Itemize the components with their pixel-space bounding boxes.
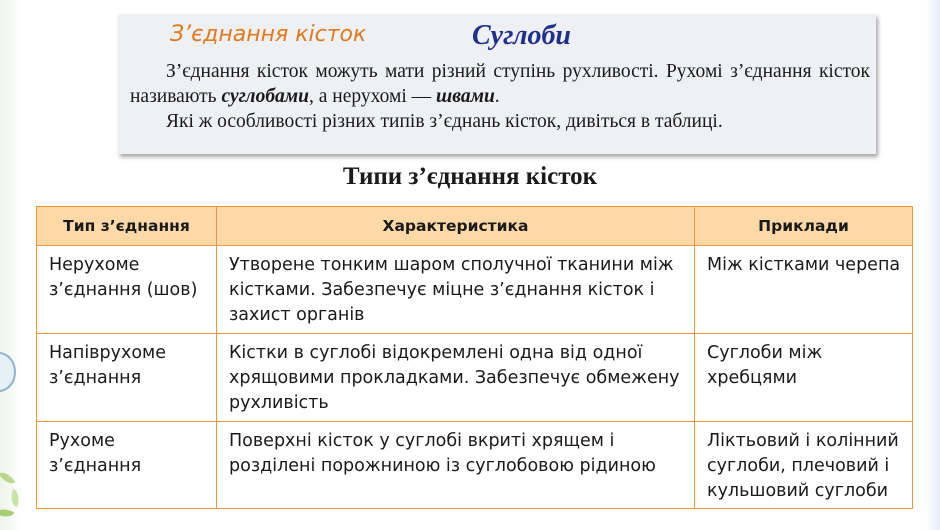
table-row xyxy=(37,246,913,334)
intro-text-fragment: , а нерухомі — xyxy=(309,86,437,107)
column-header-type: Тип з’єднання xyxy=(37,207,217,246)
intro-panel xyxy=(118,14,876,154)
intro-paragraph: Які ж особливості різних типів з’єднань кісток, дивіться в таблиці. xyxy=(166,111,723,132)
term-joints: суглобами xyxy=(221,86,309,107)
cell-examples: Ліктьовий і колінний суглоби, плечовий і кульшовий суглоби xyxy=(695,422,913,509)
table-title: Типи з’єднання кісток xyxy=(342,163,598,190)
cell-examples: Між кістками черепа xyxy=(695,246,913,334)
cell-joint-type: Нерухоме з’єднання (шов) xyxy=(37,246,217,334)
table-row xyxy=(37,334,913,422)
intro-text xyxy=(130,59,870,134)
cell-joint-type: Напіврухоме з’єднання xyxy=(37,334,217,422)
joint-types-table xyxy=(36,206,913,509)
section-subheading: Суглоби xyxy=(472,20,571,51)
cell-characteristic: Утворене тонким шаром сполучної тканини між кістками. Забезпечує міцне з’єднання кісток і захист органів xyxy=(217,246,695,334)
cell-characteristic: Кістки в суглобі відокремлені одна від одної хрящовими прокладками. Забезпечує обмежену рухливість xyxy=(217,334,695,422)
cell-characteristic: Поверхні кісток у суглобі вкриті хрящем і розділені порожниною із суглобовою рідиною xyxy=(217,422,695,509)
cell-joint-type: Рухоме з’єднання xyxy=(37,422,217,509)
column-header-characteristic: Характеристика xyxy=(217,207,695,246)
section-heading: З’єднання кісток xyxy=(170,22,367,47)
column-header-examples: Приклади xyxy=(695,207,913,246)
page-right-edge xyxy=(926,0,940,530)
intro-text-fragment: . xyxy=(494,86,500,107)
table-row xyxy=(37,422,913,509)
table-header-row xyxy=(37,207,913,246)
intro-paragraph xyxy=(130,59,870,109)
term-sutures: швами xyxy=(436,86,495,107)
intro-text-fragment: З’єднання кісток можуть мати різний ступінь рухливості. Рухомі з’єднання кісток називають xyxy=(130,61,870,107)
page-left-edge xyxy=(0,0,22,530)
cell-examples: Суглоби між хребцями xyxy=(695,334,913,422)
